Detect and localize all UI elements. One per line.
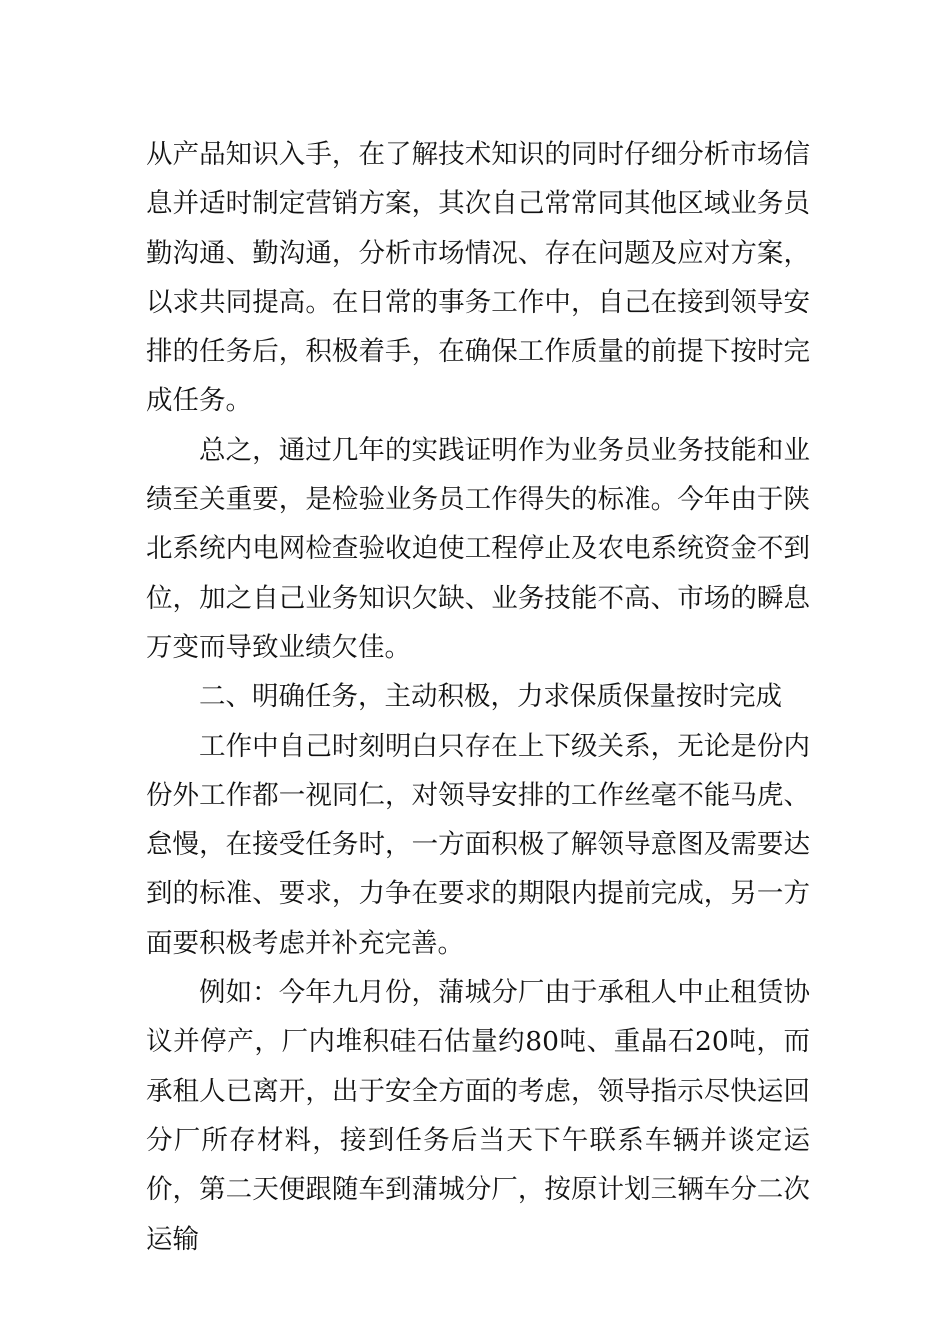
paragraph-continuation: 从产品知识入手，在了解技术知识的同时仔细分析市场信息并适时制定营销方案，其次自己常常同其他区域业务员勤沟通、勤沟通，分析市场情况、存在问题及应对方案，以求共同提高。在日常的事务工作中，自己在接到领导安排的任务后，积极着手，在确保工作质量的前提下按时完成任务。 bbox=[146, 139, 810, 417]
section-heading: 二、明确任务，主动积极，力求保质保量按时完成 bbox=[199, 681, 782, 713]
paragraph-example: 例如：今年九月份，蒲城分厂由于承租人中止租赁协议并停产，厂内堆积硅石估量约80吨、重晶石20吨，而承租人已离开，出于安全方面的考虑，领导指示尽快运回分厂所存材料，接到任务后当天下午联系车辆并谈定运价，第二天便跟随车到蒲城分厂，按原计划三辆车分二次运输 bbox=[146, 977, 810, 1255]
paragraph-summary: 总之，通过几年的实践证明作为业务员业务技能和业绩至关重要，是检验业务员工作得失的标准。今年由于陕北系统内电网检查验收迫使工程停止及农电系统资金不到位，加之自己业务知识欠缺、业务技能不高、市场的瞬息万变而导致业绩欠佳。 bbox=[146, 434, 810, 663]
paragraph-work-attitude: 工作中自己时刻明白只存在上下级关系，无论是份内份外工作都一视同仁，对领导安排的工作丝毫不能马虎、怠慢，在接受任务时，一方面积极了解领导意图及需要达到的标准、要求，力争在要求的期限内提前完成，另一方面要积极考虑并补充完善。 bbox=[146, 730, 810, 959]
document-body bbox=[146, 130, 810, 1264]
